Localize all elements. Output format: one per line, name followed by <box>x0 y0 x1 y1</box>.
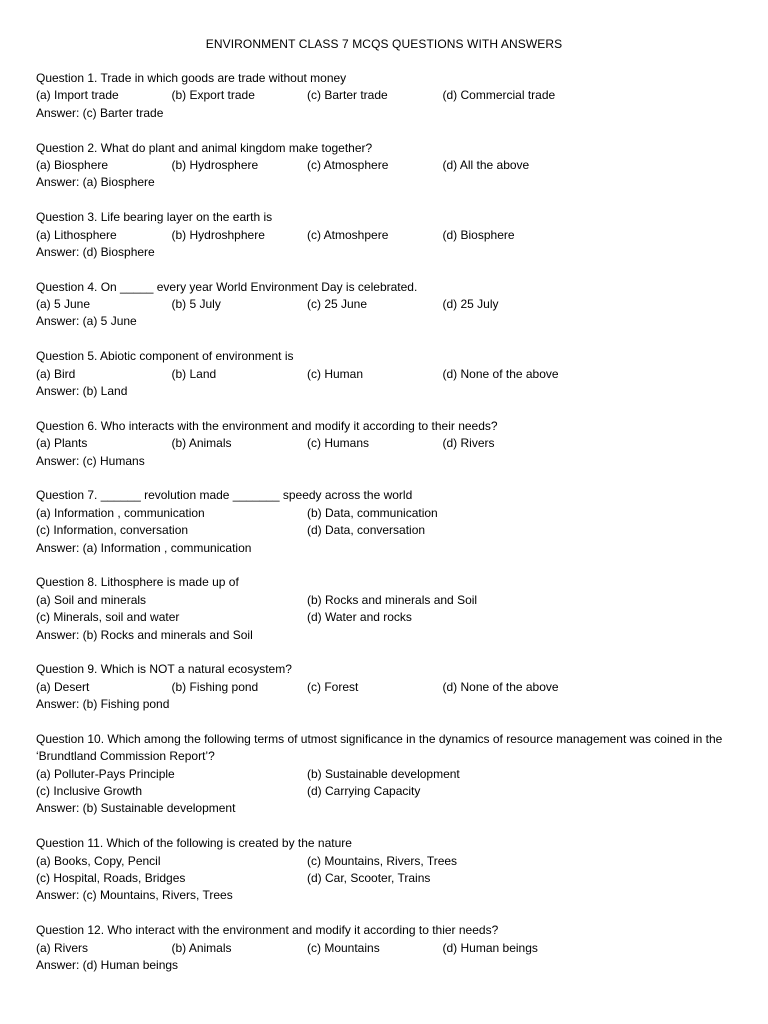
option-a: (a) Books, Copy, Pencil <box>36 853 161 868</box>
option-c: (c) Atmoshpere <box>307 227 389 242</box>
option-d: (d) Human beings <box>442 940 538 955</box>
answer-text: Answer: (d) Human beings <box>36 957 179 972</box>
question-text: Question 4. On _____ every year World Environment Day is celebrated. <box>36 279 418 294</box>
option-a: (a) Polluter-Pays Principle <box>36 766 175 781</box>
option-c: (c) Information, conversation <box>36 523 189 538</box>
options-row <box>36 592 736 609</box>
option-b: (c) Mountains, Rivers, Trees <box>307 853 458 868</box>
option-b: (b) 5 July <box>171 297 221 312</box>
option-b: (b) Hydroshphere <box>171 227 265 242</box>
question-text: Question 11. Which of the following is created by the nature <box>36 836 352 851</box>
options-row <box>36 940 736 957</box>
option-d: (d) 25 July <box>442 297 499 312</box>
answer-text: Answer: (b) Rocks and minerals and Soil <box>36 627 253 642</box>
question-text: Question 7. ______ revolution made _______ speedy across the world <box>36 488 413 503</box>
options-row <box>36 227 736 244</box>
option-d: (d) None of the above <box>442 366 559 381</box>
answer-text: Answer: (a) Biosphere <box>36 175 155 190</box>
options-row <box>36 609 736 626</box>
question-text: Question 3. Life bearing layer on the earth is <box>36 210 273 225</box>
question-7 <box>36 487 736 557</box>
answer-text: Answer: (b) Fishing pond <box>36 697 170 712</box>
question-text: Question 5. Abiotic component of environment is <box>36 349 294 364</box>
options-row <box>36 522 736 539</box>
question-text: Question 1. Trade in which goods are trade without money <box>36 71 347 85</box>
answer-text: Answer: (c) Mountains, Rivers, Trees <box>36 888 233 903</box>
option-b: (b) Data, communication <box>307 505 438 520</box>
answer-text: Answer: (c) Humans <box>36 453 145 468</box>
option-a: (a) Desert <box>36 679 90 694</box>
answer-text: Answer: (d) Biosphere <box>36 244 155 259</box>
option-d: (d) All the above <box>442 157 530 172</box>
question-10 <box>36 731 736 818</box>
option-d: (d) Car, Scooter, Trains <box>307 871 431 885</box>
question-text: Question 10. Which among the following terms of utmost significance in the dynamics of resource management was coined in the ‘Brundtland Commission Report’? <box>36 731 723 764</box>
question-11 <box>36 835 736 905</box>
option-c: (c) Minerals, soil and water <box>36 610 180 625</box>
option-a: (a) Lithosphere <box>36 227 117 242</box>
options-row <box>36 296 736 313</box>
option-c: (c) Barter trade <box>307 88 388 103</box>
answer-text: Answer: (b) Land <box>36 384 128 399</box>
option-d: (d) Water and rocks <box>307 610 412 625</box>
option-b: (b) Sustainable development <box>307 766 460 781</box>
option-b: (b) Rocks and minerals and Soil <box>307 592 478 607</box>
option-a: (a) Soil and minerals <box>36 592 147 607</box>
option-b: (b) Fishing pond <box>171 679 259 694</box>
options-row <box>36 766 736 783</box>
question-text: Question 2. What do plant and animal kingdom make together? <box>36 140 373 155</box>
options-row <box>36 435 736 452</box>
answer-text: Answer: (b) Sustainable development <box>36 801 236 816</box>
option-a: (a) Rivers <box>36 940 89 955</box>
question-6 <box>36 418 736 470</box>
option-b: (b) Animals <box>171 940 232 955</box>
question-2 <box>36 140 736 192</box>
option-c: (c) Human <box>307 366 364 381</box>
question-text: Question 6. Who interacts with the environment and modify it according to their needs? <box>36 418 498 433</box>
option-c: (c) Inclusive Growth <box>36 784 143 799</box>
question-4 <box>36 279 736 331</box>
option-c: (c) Humans <box>307 436 370 451</box>
option-c: (c) Mountains <box>307 940 380 955</box>
options-row <box>36 679 736 696</box>
question-1 <box>36 70 736 122</box>
option-d: (d) Rivers <box>442 436 495 451</box>
options-row <box>36 157 736 174</box>
option-c: (c) Atmosphere <box>307 157 389 172</box>
options-row <box>36 870 736 887</box>
option-a: (a) Import trade <box>36 88 119 103</box>
answer-text: Answer: (c) Barter trade <box>36 105 164 120</box>
question-9 <box>36 661 736 713</box>
option-a: (a) Biosphere <box>36 157 109 172</box>
option-d: (d) Data, conversation <box>307 523 426 538</box>
options-row <box>36 783 736 800</box>
question-text: Question 8. Lithosphere is made up of <box>36 575 239 590</box>
answer-text: Answer: (a) 5 June <box>36 314 137 329</box>
answer-text: Answer: (a) Information , communication <box>36 540 252 555</box>
option-d: (d) Carrying Capacity <box>307 784 421 799</box>
option-a: (a) Bird <box>36 366 76 381</box>
option-c: (c) Hospital, Roads, Bridges <box>36 871 186 885</box>
question-8 <box>36 574 736 644</box>
option-b: (b) Export trade <box>171 88 255 103</box>
question-5 <box>36 348 736 400</box>
option-b: (b) Hydrosphere <box>171 157 259 172</box>
option-d: (d) Biosphere <box>442 227 515 242</box>
option-d: (d) None of the above <box>442 679 559 694</box>
question-text: Question 9. Which is NOT a natural ecosystem? <box>36 662 292 677</box>
option-c: (c) 25 June <box>307 297 368 312</box>
option-a: (a) 5 June <box>36 297 91 312</box>
options-row <box>36 853 736 870</box>
options-row <box>36 366 736 383</box>
options-row <box>36 87 736 104</box>
question-12 <box>36 922 736 974</box>
option-a: (a) Information , communication <box>36 505 205 520</box>
option-d: (d) Commercial trade <box>442 88 556 103</box>
question-text: Question 12. Who interact with the environment and modify it according to thier needs? <box>36 923 499 938</box>
document-title: ENVIRONMENT CLASS 7 MCQS QUESTIONS WITH ANSWERS <box>205 37 563 51</box>
option-b: (b) Animals <box>171 436 232 451</box>
question-3 <box>36 209 736 261</box>
option-a: (a) Plants <box>36 436 88 451</box>
option-b: (b) Land <box>171 366 217 381</box>
question-list <box>36 70 736 992</box>
option-c: (c) Forest <box>307 679 359 694</box>
options-row <box>36 505 736 522</box>
